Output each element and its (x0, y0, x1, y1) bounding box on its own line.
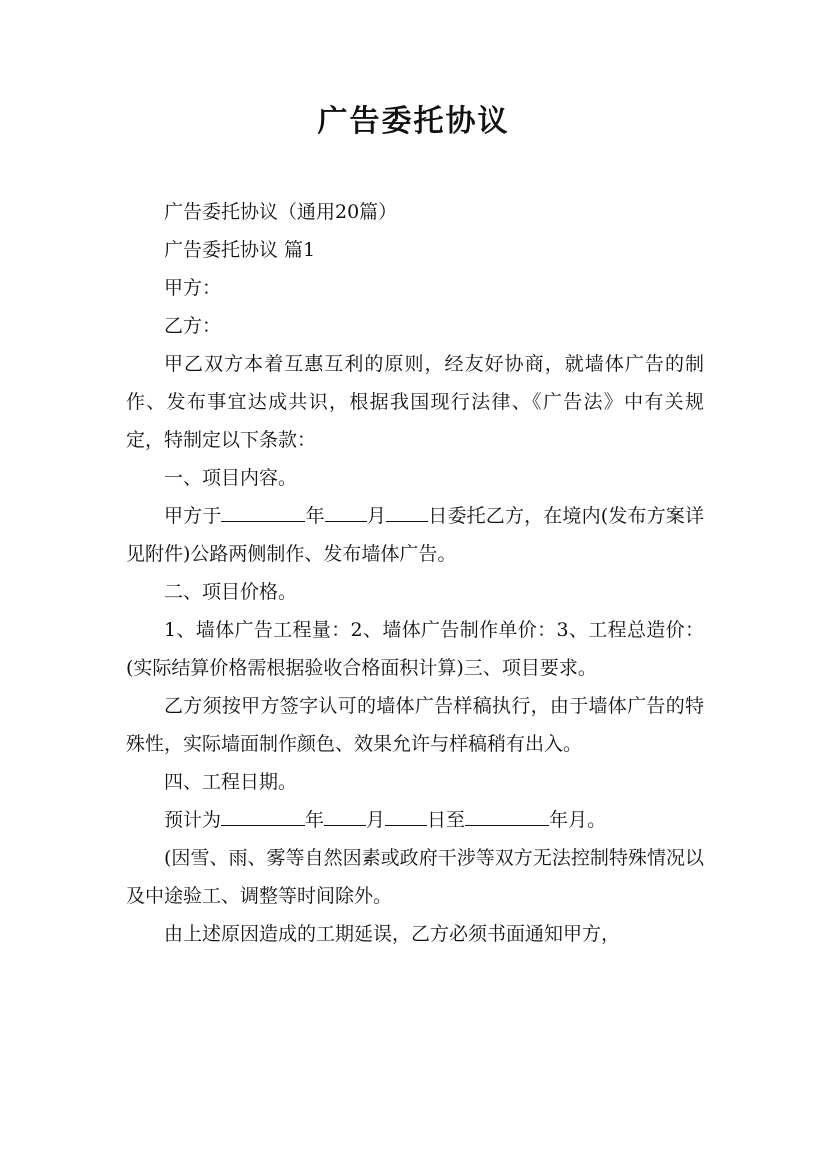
blank-line (325, 499, 367, 522)
text-segment: 月 (366, 505, 387, 527)
text-segment: 预计为 (164, 809, 222, 831)
paragraph-preamble: 甲乙双方本着互惠互利的原则，经友好协商，就墙体广告的制作、发布事宜达成共识，根据我国现行法律、《广告法》中有关规定，特制定以下条款： (126, 353, 704, 451)
text-segment: 月 (366, 809, 386, 831)
paragraph-item-two-heading: 二、项目价格。 (164, 581, 298, 603)
document-body (126, 193, 704, 953)
blank-line (385, 803, 427, 826)
paragraph-delay-notice: 由上述原因造成的工期延误，乙方必须书面通知甲方， (164, 923, 621, 945)
text-segment: 年 (305, 809, 325, 831)
document-title: 广告委托协议 (317, 104, 510, 139)
paragraph-party-a: 甲方： (164, 277, 222, 299)
paragraph-item-one-content (126, 497, 704, 573)
paragraph-item-one-heading: 一、项目内容。 (164, 467, 298, 489)
text-segment: 日委托乙方，在境内(发布方案详见附件)公路两侧制作、发布墙体广告。 (126, 505, 704, 565)
paragraph-item-three-content: 乙方须按甲方签字认可的墙体广告样稿执行，由于墙体广告的特殊性，实际墙面制作颜色、效果允许与样稿稍有出入。 (126, 695, 704, 755)
blank-line (386, 499, 428, 522)
paragraph-party-b: 乙方： (164, 315, 222, 337)
text-segment: 甲方于 (164, 505, 222, 527)
paragraph-exceptions: (因雪、雨、雾等自然因素或政府干涉等双方无法控制特殊情况以及中途验工、调整等时间除外。 (126, 847, 704, 907)
paragraph-item-four-schedule (126, 801, 704, 839)
text-segment: 日至 (427, 809, 466, 831)
paragraph-subtitle: 广告委托协议（通用20篇） (164, 201, 398, 223)
blank-line (465, 803, 549, 826)
text-segment: 年月。 (549, 809, 607, 831)
paragraph-item-two-content: 1、墙体广告工程量：2、墙体广告制作单价：3、工程总造价：(实际结算价格需根据验收合格面积计算)三、项目要求。 (126, 619, 704, 679)
paragraph-item-four-heading: 四、工程日期。 (164, 771, 298, 793)
paragraph-section-heading: 广告委托协议 篇1 (164, 239, 316, 261)
blank-line (221, 499, 305, 522)
blank-line (221, 803, 305, 826)
blank-line (324, 803, 366, 826)
text-segment: 年 (305, 505, 325, 527)
